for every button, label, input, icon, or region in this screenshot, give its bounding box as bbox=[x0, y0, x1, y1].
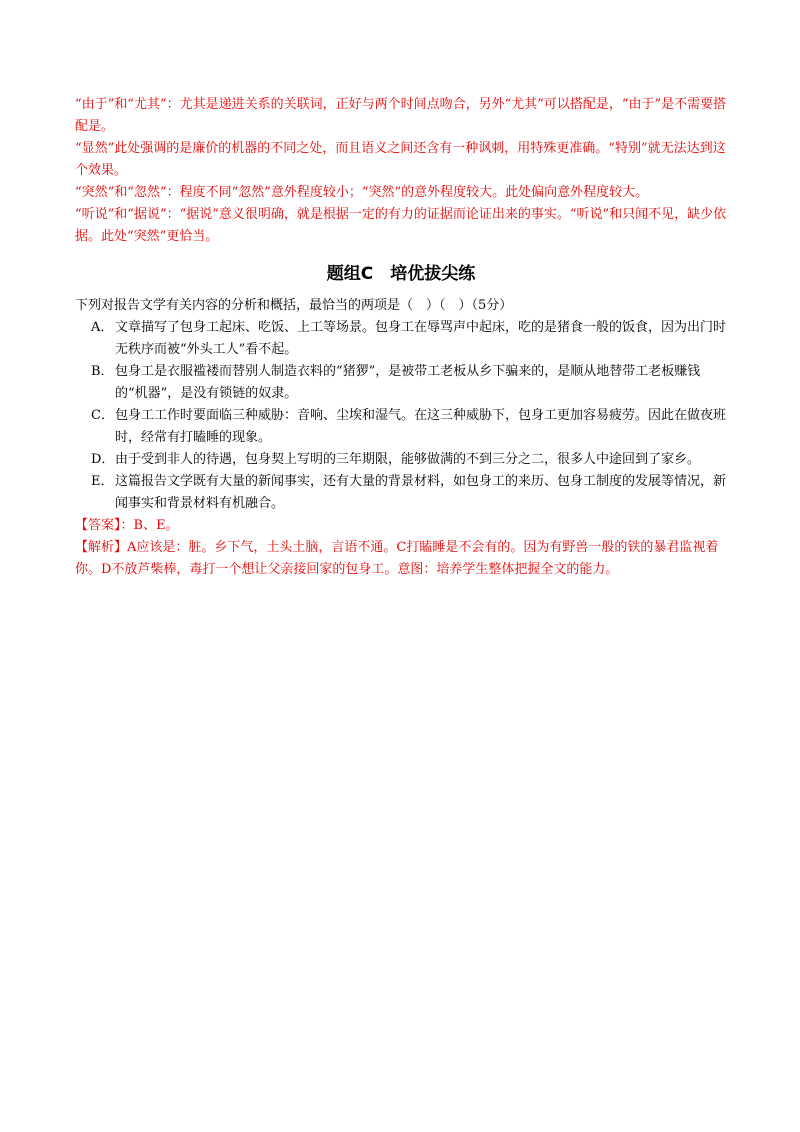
option-e bbox=[75, 471, 727, 515]
analysis-paragraph bbox=[75, 537, 727, 581]
option-letter: B． bbox=[91, 364, 114, 379]
option-text: 包身工是衣服褴褛而替别人制造衣料的“猪猡”，是被带工老板从乡下骗来的，是顺从地替带工老板赚钱的“机器”，是没有锁链的奴隶。 bbox=[115, 364, 701, 401]
document-page bbox=[75, 94, 727, 581]
option-letter: E． bbox=[91, 474, 114, 489]
option-text: 这篇报告文学既有大量的新闻事实，还有大量的背景材料，如包身工的来历、包身工制度的发展等情况，新闻事实和背景材料有机融合。 bbox=[115, 474, 727, 511]
notes-block bbox=[75, 94, 727, 248]
option-text: 包身工工作时要面临三种威胁：音响、尘埃和湿气。在这三种威胁下，包身工更加容易疲劳。因此在做夜班时，经常有打瞌睡的现象。 bbox=[115, 408, 727, 445]
options-list bbox=[75, 317, 727, 515]
question-stem: 下列对报告文学有关内容的分析和概括，最恰当的两项是（ ）（ ）（5分） bbox=[75, 298, 513, 313]
option-letter: A． bbox=[91, 320, 114, 335]
answer-text: ：B、E。 bbox=[120, 518, 179, 533]
note-paragraph: “突然”和“忽然”：程度不同“忽然”意外程度较小；“突然”的意外程度较大。此处偏向意外程度较大。 bbox=[75, 185, 649, 200]
section-title: 题组C 培优拔尖练 bbox=[326, 264, 476, 284]
option-c bbox=[75, 405, 727, 449]
option-letter: C． bbox=[91, 408, 114, 423]
analysis-text: A应该是：脏。乡下气，土头土脑，言语不通。C打瞌睡是不会有的。因为有野兽一般的铁的暴君监视着你。D不放芦柴棒，毒打一个想让父亲接回家的包身工。意图：培养学生整体把握全文的能力。 bbox=[75, 540, 719, 577]
answer-line bbox=[75, 515, 727, 537]
note-paragraph: “听说”和“据说”：“据说”意义很明确，就是根据一定的有力的证据而论证出来的事实。“听说”和只闻不见，缺少依据。此处“突然”更恰当。 bbox=[75, 207, 727, 244]
note-paragraph: “由于”和“尤其”：尤其是递进关系的关联词，正好与两个时间点吻合，另外“尤其”可以搭配是，“由于”是不需要搭配是。 bbox=[75, 97, 727, 134]
option-text: 由于受到非人的待遇，包身契上写明的三年期限，能够做满的不到三分之二，很多人中途回到了家乡。 bbox=[115, 452, 701, 467]
analysis-label: 【解析】 bbox=[75, 540, 128, 555]
option-d bbox=[75, 449, 727, 471]
answer-label: 【答案】 bbox=[75, 518, 121, 533]
option-b bbox=[75, 361, 727, 405]
option-a bbox=[75, 317, 727, 361]
option-text: 文章描写了包身工起床、吃饭、上工等场景。包身工在辱骂声中起床，吃的是猪食一般的饭食，因为出门时无秩序而被“外头工人”看不起。 bbox=[115, 320, 727, 357]
note-paragraph: “显然”此处强调的是廉价的机器的不同之处，而且语义之间还含有一种讽刺，用特殊更准确。“特别”就无法达到这个效果。 bbox=[75, 141, 726, 178]
option-letter: D． bbox=[91, 452, 115, 467]
